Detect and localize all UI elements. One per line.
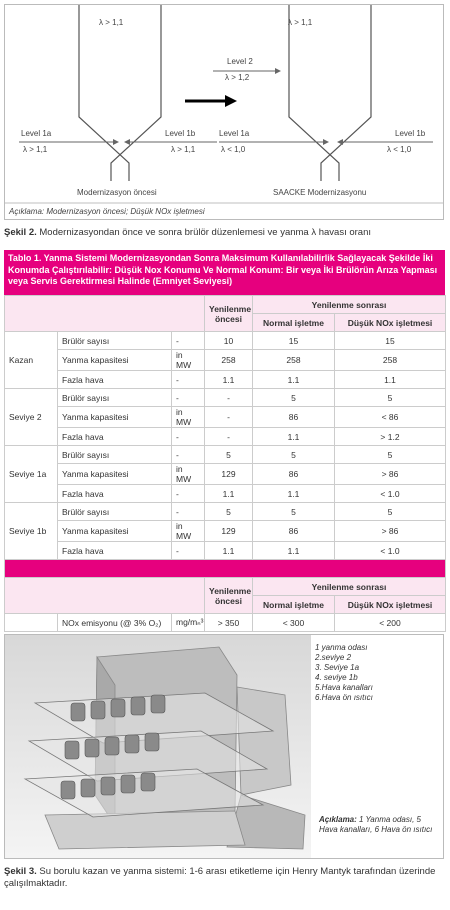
figure-3-note-text: 1 Yanma odası, 5 Hava kanalları, 6 Hava ön ısıtıcı: [319, 815, 433, 834]
nox-lownox: < 200: [335, 614, 446, 632]
nox-header-normal: Normal işletme: [253, 596, 335, 614]
group-name-cell: Seviye 1b: [5, 503, 58, 560]
level2-lambda: λ > 1,2: [225, 73, 250, 82]
nox-before: > 350: [205, 614, 253, 632]
param-cell: Yanma kapasitesi: [58, 521, 172, 542]
before-cell: -: [205, 428, 253, 446]
legend-item-1: 1 yanma odası: [315, 643, 368, 652]
normal-cell: 258: [253, 350, 335, 371]
figure-3-legend: [315, 643, 373, 703]
left-level1b-lambda: λ > 1,1: [171, 145, 196, 154]
left-furnace-outline: [79, 5, 129, 181]
table-row: [5, 350, 446, 371]
top-right-lambda: λ > 1,1: [288, 18, 313, 27]
legend-item-2: 2.seviye 2: [315, 653, 352, 662]
unit-cell: in MW: [172, 350, 205, 371]
burner-diagram-svg: [5, 5, 443, 219]
boiler-render-image: [5, 635, 311, 858]
nox-param: NOx emisyonu (@ 3% O₂): [58, 614, 172, 632]
lownox-cell: 5: [335, 389, 446, 407]
before-cell: 1.1: [205, 542, 253, 560]
param-cell: Brülör sayısı: [58, 503, 172, 521]
param-cell: Brülör sayısı: [58, 332, 172, 350]
figure-3-caption-text: Su borulu kazan ve yanma sistemi: 1-6 arası etiketleme için Henry Mantyk tarafından üzerinde çalışılmaktadır.: [4, 866, 436, 889]
level2-label: Level 2: [227, 57, 253, 66]
table-row: [5, 332, 446, 350]
figure-2-caption: [4, 227, 444, 238]
header-before: Yenilenme öncesi: [205, 296, 253, 332]
lownox-cell: > 1.2: [335, 428, 446, 446]
lownox-cell: < 1.0: [335, 542, 446, 560]
lownox-cell: < 1.0: [335, 485, 446, 503]
figure-2-note: Açıklama: Modernizasyon öncesi; Düşük NOx işletmesi: [9, 207, 205, 216]
table-row: [5, 407, 446, 428]
nox-header-before: Yenilenme öncesi: [205, 578, 253, 614]
figure-2-burner-diagram: [4, 4, 444, 220]
unit-cell: in MW: [172, 521, 205, 542]
right-diagram-title: SAACKE Modernizasyonu: [273, 188, 367, 197]
lownox-cell: 258: [335, 350, 446, 371]
top-left-lambda: λ > 1,1: [99, 18, 124, 27]
nox-header-empty-cell: [5, 578, 205, 614]
normal-cell: 15: [253, 332, 335, 350]
figure-3-caption: [4, 866, 444, 890]
left-level1a-label: Level 1a: [21, 129, 52, 138]
before-cell: 1.1: [205, 485, 253, 503]
table-header-row: [5, 296, 446, 314]
header-normal: Normal işletme: [253, 314, 335, 332]
nox-unit: mg/mₙ³: [172, 614, 205, 632]
figure-3-caption-prefix: Şekil 3.: [4, 866, 37, 877]
header-after: Yenilenme sonrası: [253, 296, 446, 314]
param-cell: Fazla hava: [58, 485, 172, 503]
table-row: [5, 464, 446, 485]
normal-cell: 1.1: [253, 485, 335, 503]
unit-cell: in MW: [172, 464, 205, 485]
legend-item-3: 3. Seviye 1a: [315, 663, 360, 672]
nox-header-after: Yenilenme sonrası: [253, 578, 446, 596]
legend-item-4: 4. seviye 1b: [315, 673, 358, 682]
nox-group-cell: [5, 614, 58, 632]
table-row: [5, 371, 446, 389]
normal-cell: 86: [253, 464, 335, 485]
group-name-cell: Seviye 1a: [5, 446, 58, 503]
table-row: [5, 389, 446, 407]
lownox-cell: 5: [335, 503, 446, 521]
table-1: [4, 250, 445, 632]
before-cell: 1.1: [205, 371, 253, 389]
unit-cell: -: [172, 389, 205, 407]
unit-cell: -: [172, 428, 205, 446]
unit-cell: -: [172, 332, 205, 350]
nox-header-lownox: Düşük NOx işletmesi: [335, 596, 446, 614]
normal-cell: 86: [253, 407, 335, 428]
legend-item-5: 5.Hava kanalları: [315, 683, 373, 692]
unit-cell: -: [172, 503, 205, 521]
table-1-title: Tablo 1. Yanma Sistemi Modernizasyondan Sonra Maksimum Kullanılabilirlik Sağlayacak Şekilde İki Konumda Çalıştırılabilir: Düşük Nox Konumu Ve Normal Konum: Bir veya İki Brülörün Arıza Yapması veya Servis Gerektirmesi Halinde (Emniyet Seviyesi): [4, 250, 445, 295]
nox-normal: < 300: [253, 614, 335, 632]
normal-cell: 86: [253, 521, 335, 542]
table-1-grid: [4, 295, 446, 632]
left-diagram-title: Modernizasyon öncesi: [77, 188, 157, 197]
unit-cell: -: [172, 485, 205, 503]
param-cell: Yanma kapasitesi: [58, 350, 172, 371]
left-level1b-label: Level 1b: [165, 129, 196, 138]
legend-item-6: 6.Hava ön ısıtıcı: [315, 693, 373, 702]
before-cell: 258: [205, 350, 253, 371]
lownox-cell: 15: [335, 332, 446, 350]
lownox-cell: > 86: [335, 521, 446, 542]
before-cell: 129: [205, 521, 253, 542]
param-cell: Brülör sayısı: [58, 446, 172, 464]
param-cell: Yanma kapasitesi: [58, 407, 172, 428]
before-cell: 5: [205, 446, 253, 464]
unit-cell: in MW: [172, 407, 205, 428]
before-cell: 10: [205, 332, 253, 350]
right-level1b-label: Level 1b: [395, 129, 426, 138]
lownox-cell: < 86: [335, 407, 446, 428]
left-furnace-outline-right: [111, 5, 161, 181]
figure-3-note-label: Açıklama:: [319, 815, 357, 824]
param-cell: Yanma kapasitesi: [58, 464, 172, 485]
lownox-cell: 5: [335, 446, 446, 464]
normal-cell: 1.1: [253, 428, 335, 446]
table-row: [5, 503, 446, 521]
table-body: [5, 332, 446, 560]
group-name-cell: Seviye 2: [5, 389, 58, 446]
group-name-cell: Kazan: [5, 332, 58, 389]
figure-3-note: [319, 815, 439, 835]
before-cell: 5: [205, 503, 253, 521]
param-cell: Fazla hava: [58, 542, 172, 560]
before-cell: -: [205, 389, 253, 407]
normal-cell: 5: [253, 389, 335, 407]
normal-cell: 5: [253, 503, 335, 521]
right-level1a-lambda: λ < 1,0: [221, 145, 246, 154]
nox-row: [5, 614, 446, 632]
normal-cell: 1.1: [253, 542, 335, 560]
normal-cell: 1.1: [253, 371, 335, 389]
unit-cell: -: [172, 542, 205, 560]
unit-cell: -: [172, 446, 205, 464]
param-cell: Fazla hava: [58, 428, 172, 446]
right-level1b-lambda: λ < 1,0: [387, 145, 412, 154]
table-row: [5, 446, 446, 464]
lownox-cell: 1.1: [335, 371, 446, 389]
before-cell: 129: [205, 464, 253, 485]
table-row: [5, 542, 446, 560]
table-row: [5, 485, 446, 503]
param-cell: Fazla hava: [58, 371, 172, 389]
header-empty-cell: [5, 296, 205, 332]
normal-cell: 5: [253, 446, 335, 464]
right-level1a-label: Level 1a: [219, 129, 250, 138]
table-row: [5, 428, 446, 446]
table-row: [5, 521, 446, 542]
table-separator: [5, 560, 446, 578]
param-cell: Brülör sayısı: [58, 389, 172, 407]
before-cell: -: [205, 407, 253, 428]
figure-3-boiler-render: [4, 634, 444, 859]
left-level1a-lambda: λ > 1,1: [23, 145, 48, 154]
lownox-cell: > 86: [335, 464, 446, 485]
nox-header-row: [5, 578, 446, 596]
unit-cell: -: [172, 371, 205, 389]
header-lownox: Düşük NOx işletmesi: [335, 314, 446, 332]
right-furnace-outline-right: [321, 5, 371, 181]
right-furnace-outline: [289, 5, 339, 181]
figure-2-caption-text: Modernizasyondan önce ve sonra brülör düzenlemesi ve yanma λ havası oranı: [36, 227, 372, 238]
figure-2-caption-prefix: Şekil 2.: [4, 227, 37, 238]
